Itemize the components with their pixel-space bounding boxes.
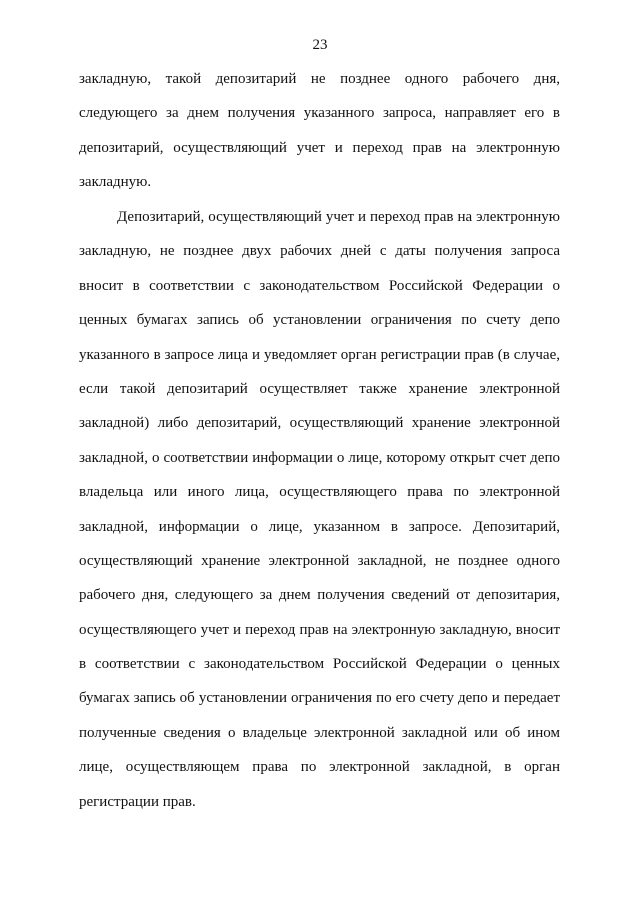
text-line: закладной, информации о лице, указанном в запросе. Депозитарий, — [79, 518, 560, 535]
text-line: следующего за днем получения указанного запроса, направляет его в — [79, 105, 560, 122]
text-line: вносит в соответствии с законодательством Российской Федерации о — [79, 277, 560, 294]
text-line: закладную, такой депозитарий не позднее одного рабочего дня, — [79, 71, 560, 87]
text-line: в соответствии с законодательством Российской Федерации о ценных — [79, 656, 560, 673]
text-line: бумагах запись об установлении ограничения по его счету депо и передает — [79, 690, 560, 707]
text-line: если такой депозитарий осуществляет также хранение электронной — [79, 380, 560, 397]
text-line: лице, осуществляющем права по электронной закладной, в орган — [79, 759, 560, 776]
page-number: 23 — [312, 37, 328, 53]
text-line: рабочего дня, следующего за днем получения сведений от депозитария, — [79, 587, 560, 604]
paragraph-2 — [79, 200, 560, 819]
text-line: Депозитарий, осуществляющий учет и переход прав на электронную — [117, 209, 560, 225]
text-line: указанного в запросе лица и уведомляет орган регистрации прав (в случае, — [79, 346, 560, 363]
text-line: закладной) либо депозитарий, осуществляющий хранение электронной — [79, 415, 560, 432]
text-line: закладную, не позднее двух рабочих дней с даты получения запроса — [79, 243, 560, 260]
text-line: осуществляющий хранение электронной закладной, не позднее одного — [79, 552, 560, 569]
text-line: закладную. — [79, 174, 152, 191]
text-line: депозитарий, осуществляющий учет и переход прав на электронную — [79, 139, 560, 156]
text-line: ценных бумагах запись об установлении ограничения по счету депо — [79, 312, 560, 329]
text-line: закладной, о соответствии информации о лице, которому открыт счет депо — [79, 449, 560, 466]
text-line: полученные сведения о владельце электронной закладной или об ином — [79, 724, 560, 741]
text-line: владельца или иного лица, осуществляющего права по электронной — [79, 484, 560, 501]
text-line: осуществляющего учет и переход прав на электронную закладную, вносит — [79, 621, 560, 638]
paragraph-1 — [79, 62, 560, 200]
text-line: регистрации прав. — [79, 793, 196, 810]
